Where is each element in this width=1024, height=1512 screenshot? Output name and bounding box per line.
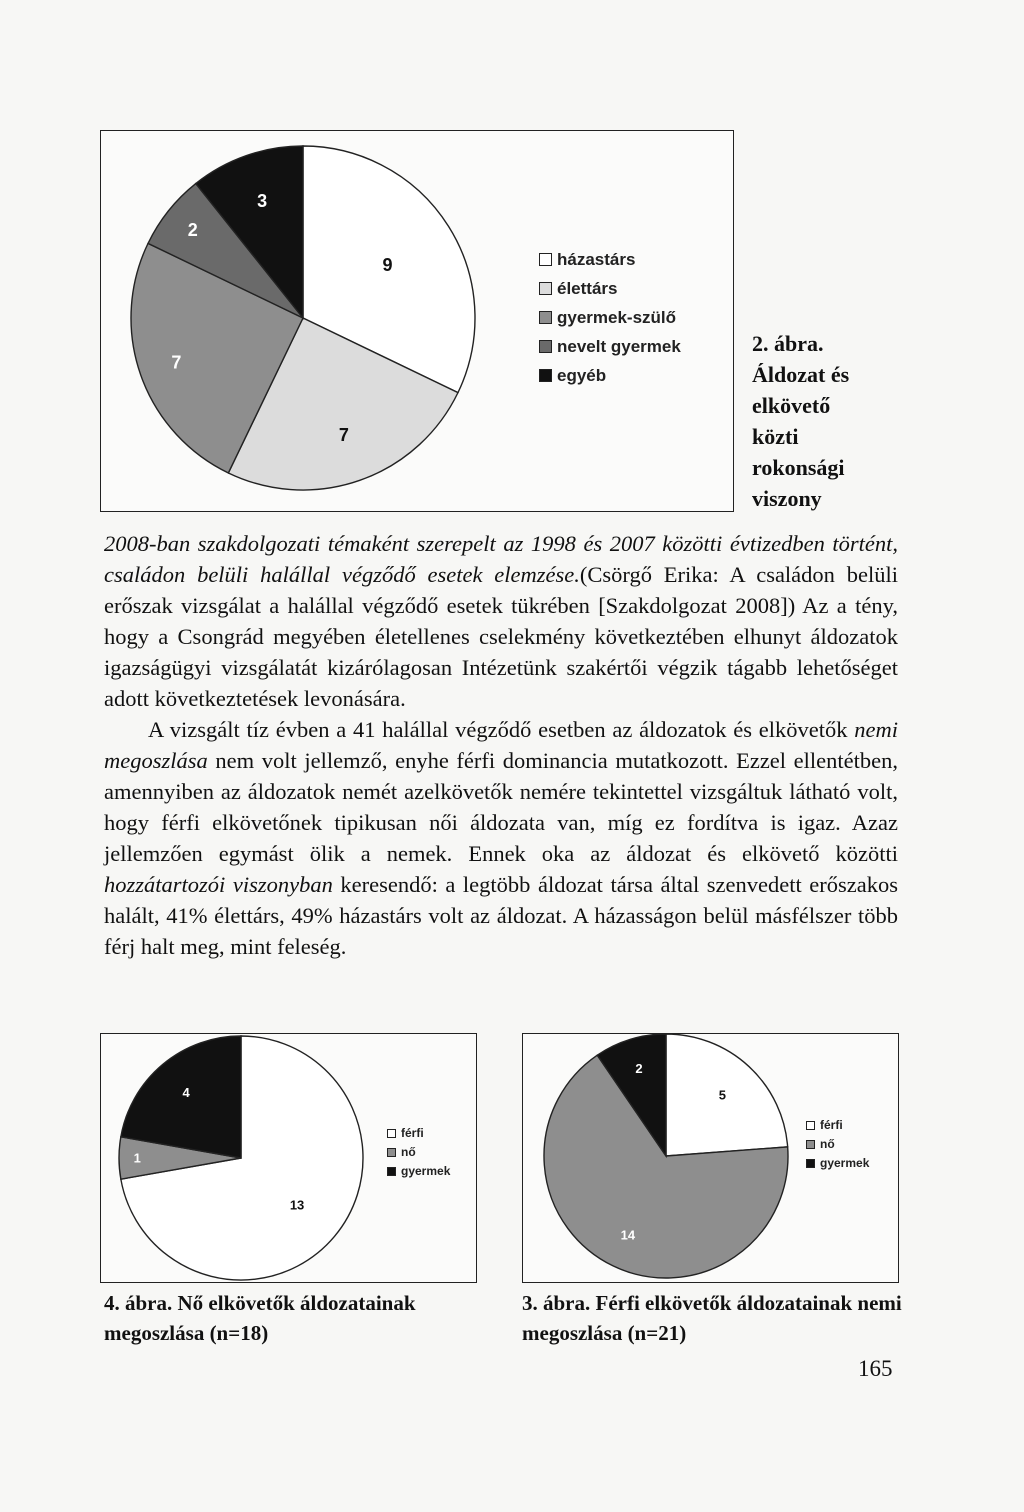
pie-slice-ferfi — [666, 1034, 788, 1156]
pie-label-ferfi: 5 — [718, 1087, 727, 1103]
legend-swatch — [806, 1140, 815, 1149]
body-text — [104, 528, 898, 962]
legend-swatch — [387, 1129, 396, 1138]
pie-label-elettars: 7 — [338, 424, 349, 445]
pie-label-gyermek: 2 — [635, 1061, 643, 1077]
figure-4-caption: 4. ábra. Nő elkövetők áldozatainak megoszlása (n=18) — [104, 1291, 416, 1345]
legend-item-no — [387, 1143, 450, 1162]
paragraph-1-italic: 2008-ban szakdolgozati témaként szerepelt az 1998 és 2007 közötti évtizedben történt, családon belüli halállal végződő esetek elemzése. — [104, 531, 898, 587]
legend-swatch — [539, 282, 552, 295]
legend-item-gyermek-szulo — [539, 303, 681, 332]
emphasis-hozzatartozoi-viszonyban: hozzátartozói viszonyban — [104, 872, 333, 897]
legend-label: gyermek-szülő — [557, 308, 677, 327]
legend-swatch — [539, 253, 552, 266]
legend-swatch — [806, 1121, 815, 1130]
page-number: 165 — [858, 1356, 893, 1381]
legend-swatch — [539, 311, 552, 324]
figure-4-chart-frame — [100, 1033, 477, 1283]
figure-2-title — [752, 328, 849, 514]
legend-item-elettars — [539, 274, 681, 303]
legend-label: egyéb — [557, 366, 607, 385]
figure-2-title-line: Áldozat és — [752, 362, 850, 387]
legend-item-gyermek — [806, 1154, 869, 1173]
legend-swatch — [539, 369, 552, 382]
legend-item-ferfi — [387, 1124, 450, 1143]
pie-label-ferfi: 13 — [289, 1197, 305, 1213]
legend-swatch — [387, 1148, 396, 1157]
legend-item-ferfi — [806, 1116, 869, 1135]
legend-label: férfi — [401, 1126, 424, 1140]
figure-2-title-line: rokonsági — [752, 455, 845, 480]
pie-slice-gyermek — [121, 1036, 241, 1158]
pie-label-nevelt-gyermek: 2 — [187, 220, 198, 241]
paragraph-1 — [104, 528, 898, 714]
legend-item-nevelt-gyermek — [539, 332, 681, 361]
legend-item-no — [806, 1135, 869, 1154]
figure-2-title-line: elkövető — [752, 393, 831, 418]
legend-label: nevelt gyermek — [557, 337, 681, 356]
legend-item-hazastars — [539, 245, 681, 274]
pie-label-no: 1 — [133, 1150, 141, 1166]
figure-2-chart-frame — [100, 130, 734, 512]
figure-3-caption: 3. ábra. Férfi elkövetők áldozatainak nemi megoszlása (n=21) — [522, 1291, 902, 1345]
legend-swatch — [387, 1167, 396, 1176]
paragraph-2-text: A vizsgált tíz évben a 41 halállal végződő esetben az áldozatok és elkövetők — [148, 717, 855, 742]
legend-label: nő — [401, 1145, 416, 1159]
pie-label-hazastars: 9 — [382, 254, 393, 275]
legend-label: nő — [820, 1137, 835, 1151]
figure-2-title-line: 2. ábra. — [752, 331, 824, 356]
legend-label: gyermek — [820, 1156, 870, 1170]
figure-3-chart-frame — [522, 1033, 899, 1283]
paragraph-1-text: (Csörgő Erika: A családon belüli erőszak vizsgálat a halállal végződő esetek tükrében [Szakdolgozat 2008]) Az a tény, hogy a Csongrád megyében életellenes cselekmény következtében elhunyt áldozatok igazságügyi vizsgálatát kizárólagosan Intézetünk szakértői végzik tágabb lehetőséget adott következtetések levonására. — [104, 562, 898, 711]
figure-4-legend — [387, 1124, 450, 1181]
pie-label-egyeb: 3 — [257, 191, 268, 212]
figure-2-legend — [539, 245, 681, 390]
figure-2-title-line: viszony — [752, 486, 822, 511]
pie-label-gyermek-szulo: 7 — [171, 352, 182, 373]
legend-item-egyeb — [539, 361, 681, 390]
legend-label: gyermek — [401, 1164, 451, 1178]
legend-label: férfi — [820, 1118, 843, 1132]
figure-3-legend — [806, 1116, 869, 1173]
figure-2-title-line: közti — [752, 424, 799, 449]
paragraph-2 — [104, 714, 898, 962]
legend-label: házastárs — [557, 250, 636, 269]
paragraph-2-text: keresendő: a legtöbb áldozat társa által szenvedett erőszakos halált, 41% élettárs, 49% házastárs volt az áldozat. A házasságon belül másfélszer több férj halt meg, mint feleség. — [104, 872, 898, 959]
pie-label-no: 14 — [620, 1227, 636, 1243]
pie-label-gyermek: 4 — [182, 1085, 190, 1101]
emphasis-nemi-megoszlasa: nemi megoszlása — [104, 717, 898, 773]
paragraph-2-text: nem volt jellemző, enyhe férfi dominancia mutatkozott. Ezzel ellentétben, amennyiben az áldozatok nemét azelkövetők nemére tekintettel vizsgáltuk látható volt, hogy férfi elkövetőnek tipikusan női áldozata van, míg ez fordítva is igaz. Azaz jellemzően egymást ölik a nemek. Ennek oka az áldozat és elkövető közötti — [104, 748, 898, 866]
legend-item-gyermek — [387, 1162, 450, 1181]
legend-swatch — [539, 340, 552, 353]
legend-swatch — [806, 1159, 815, 1168]
legend-label: élettárs — [557, 279, 618, 298]
